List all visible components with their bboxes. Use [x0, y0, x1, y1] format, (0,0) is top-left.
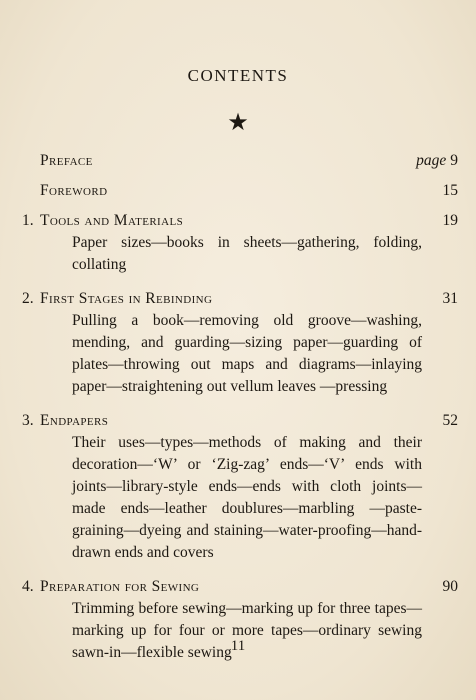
toc-entry-preface	[22, 150, 458, 172]
page-title: CONTENTS	[187, 66, 289, 85]
toc-heading: Preparation for Sewing	[40, 578, 200, 595]
folio-page-number: 11	[230, 638, 246, 654]
chapter-number: 1.	[22, 212, 34, 229]
chapter-description: Their uses—types—methods of making and their decoration—‘W’ or ‘Zig-zag’ ends—‘V’ ends with joints—library-style ends—ends with cloth joints—made ends—leather doublures—marbling —paste-graining—dyeing and staining—water-proofing—hand-drawn ends and covers	[72, 434, 422, 561]
toc-page-number: 31	[442, 290, 458, 307]
toc-entry-chapter-2	[22, 288, 458, 398]
toc-heading: Endpapers	[40, 412, 109, 429]
chapter-number: 4.	[22, 578, 34, 595]
star-ornament-icon: ★	[227, 110, 249, 136]
toc-heading: Foreword	[40, 182, 108, 199]
toc-entry-chapter-3	[22, 410, 458, 564]
chapter-number: 2.	[22, 290, 34, 307]
toc-page-number: 52	[442, 412, 458, 429]
toc-page-number: 19	[442, 212, 458, 229]
toc-heading: First Stages in Rebinding	[40, 290, 213, 307]
toc-entry-foreword	[22, 180, 458, 202]
table-of-contents	[22, 150, 458, 664]
toc-heading: Tools and Materials	[40, 212, 184, 229]
chapter-description: Trimming before sewing—marking up for three tapes—marking up for four or more tapes—ordinary sewing sawn-in—flexible sewing	[72, 600, 422, 661]
toc-page-number: 15	[442, 182, 458, 199]
chapter-description: Paper sizes—books in sheets—gathering, folding, collating	[72, 234, 422, 273]
chapter-number: 3.	[22, 412, 34, 429]
chapter-description: Pulling a book—removing old groove—washing, mending, and guarding—sizing paper—guarding of plates—throwing out maps and diagrams—inlaying paper—straightening out vellum leaves —pressing	[72, 312, 422, 395]
toc-entry-chapter-1	[22, 210, 458, 276]
toc-heading: Preface	[40, 152, 93, 169]
page-label: page	[416, 152, 447, 169]
toc-page-number: page 9	[416, 152, 458, 169]
toc-page-number: 90	[442, 578, 458, 595]
